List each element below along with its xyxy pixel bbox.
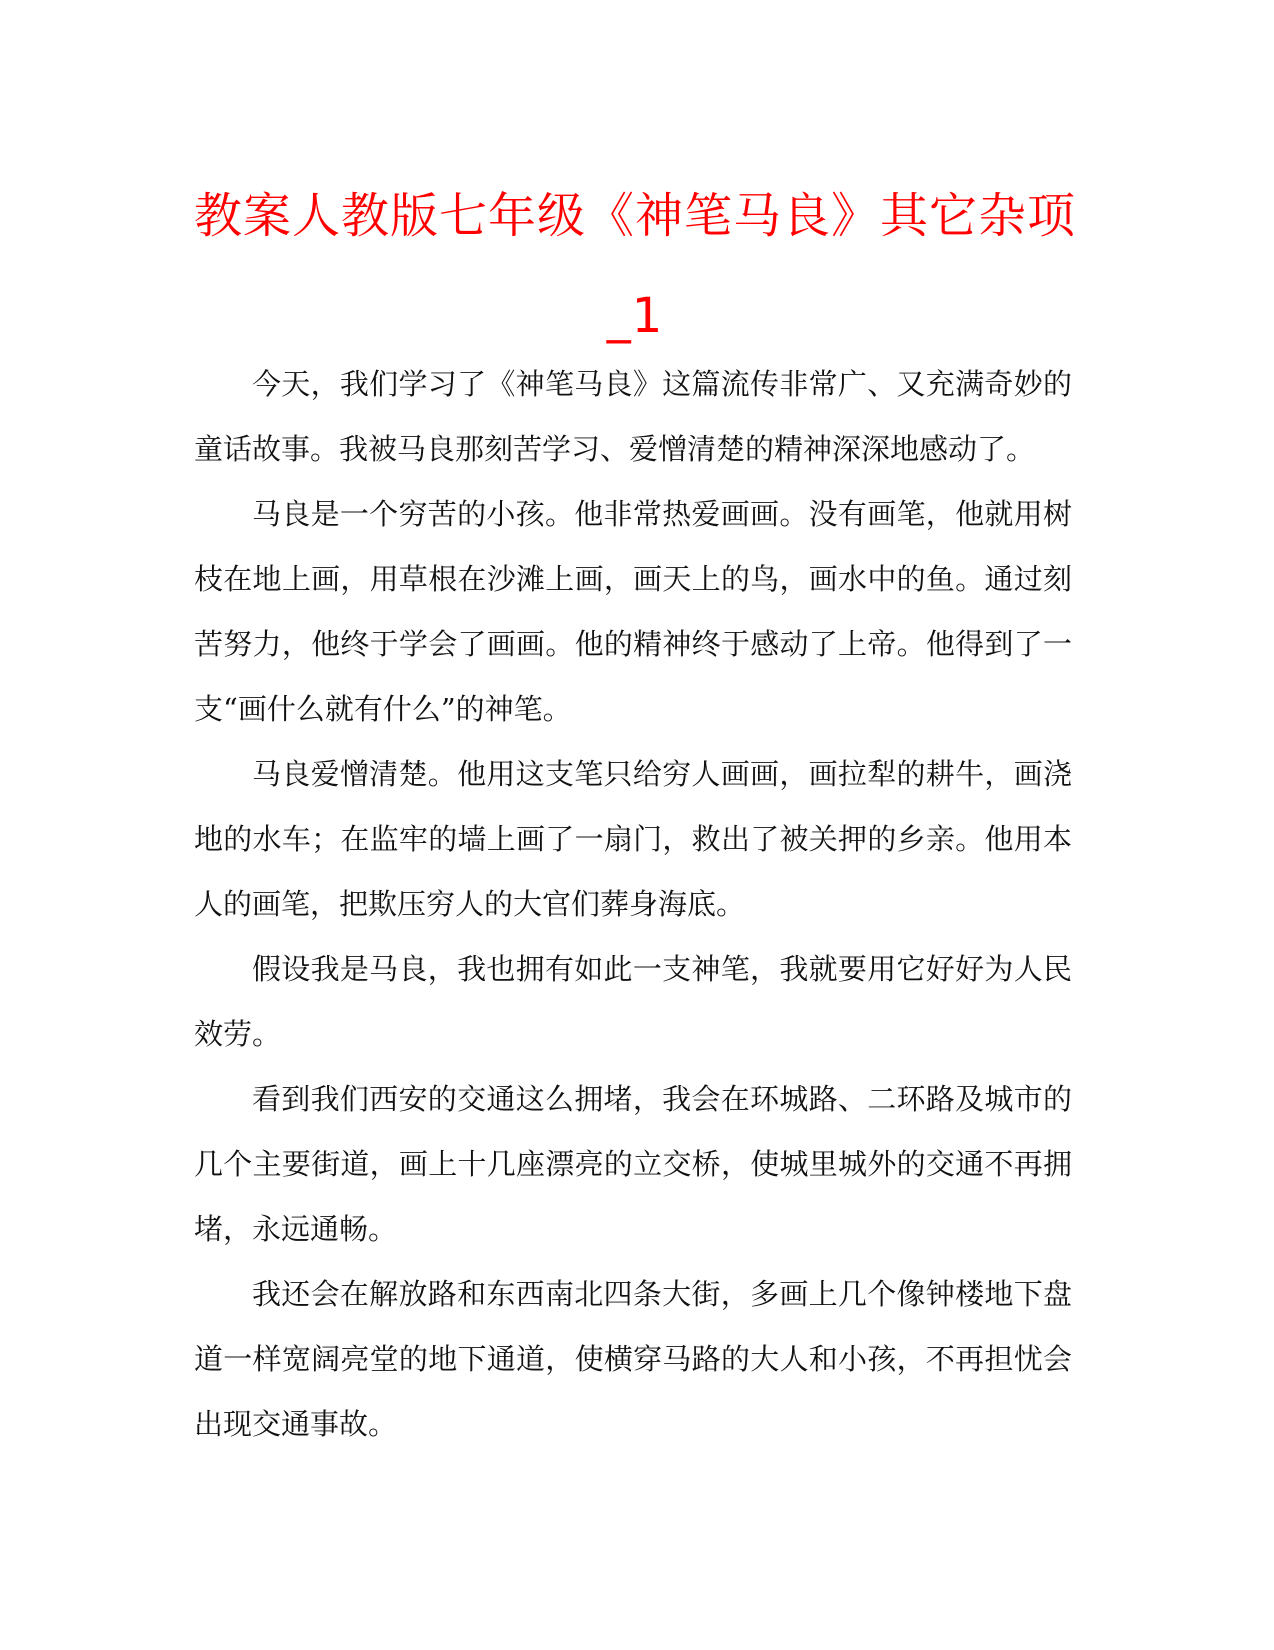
document-body [194,352,1072,1457]
paragraph: 今天，我们学习了《神笔马良》这篇流传非常广、又充满奇妙的童话故事。我被马良那刻苦学习、爱憎清楚的精神深深地感动了。 [194,367,1072,466]
paragraph: 假设我是马良，我也拥有如此一支神笔，我就要用它好好为人民效劳。 [194,952,1072,1051]
paragraph: 看到我们西安的交通这么拥堵，我会在环城路、二环路及城市的几个主要街道，画上十几座漂亮的立交桥，使城里城外的交通不再拥堵，永远通畅。 [194,1082,1072,1246]
paragraph: 我还会在解放路和东西南北四条大街，多画上几个像钟楼地下盘道一样宽阔亮堂的地下通道，使横穿马路的大人和小孩，不再担忧会出现交通事故。 [194,1277,1072,1441]
paragraph: 马良爱憎清楚。他用这支笔只给穷人画画，画拉犁的耕牛，画浇地的水车；在监牢的墙上画了一扇门，救出了被关押的乡亲。他用本人的画笔，把欺压穷人的大官们葬身海底。 [194,757,1072,921]
document-title: 教案人教版七年级《神笔马良》其它杂项_1 [193,188,1076,344]
paragraph: 马良是一个穷苦的小孩。他非常热爱画画。没有画笔，他就用树枝在地上画，用草根在沙滩上画，画天上的鸟，画水中的鱼。通过刻苦努力，他终于学会了画画。他的精神终于感动了上帝。他得到了一支“画什么就有什么”的神笔。 [194,497,1072,726]
